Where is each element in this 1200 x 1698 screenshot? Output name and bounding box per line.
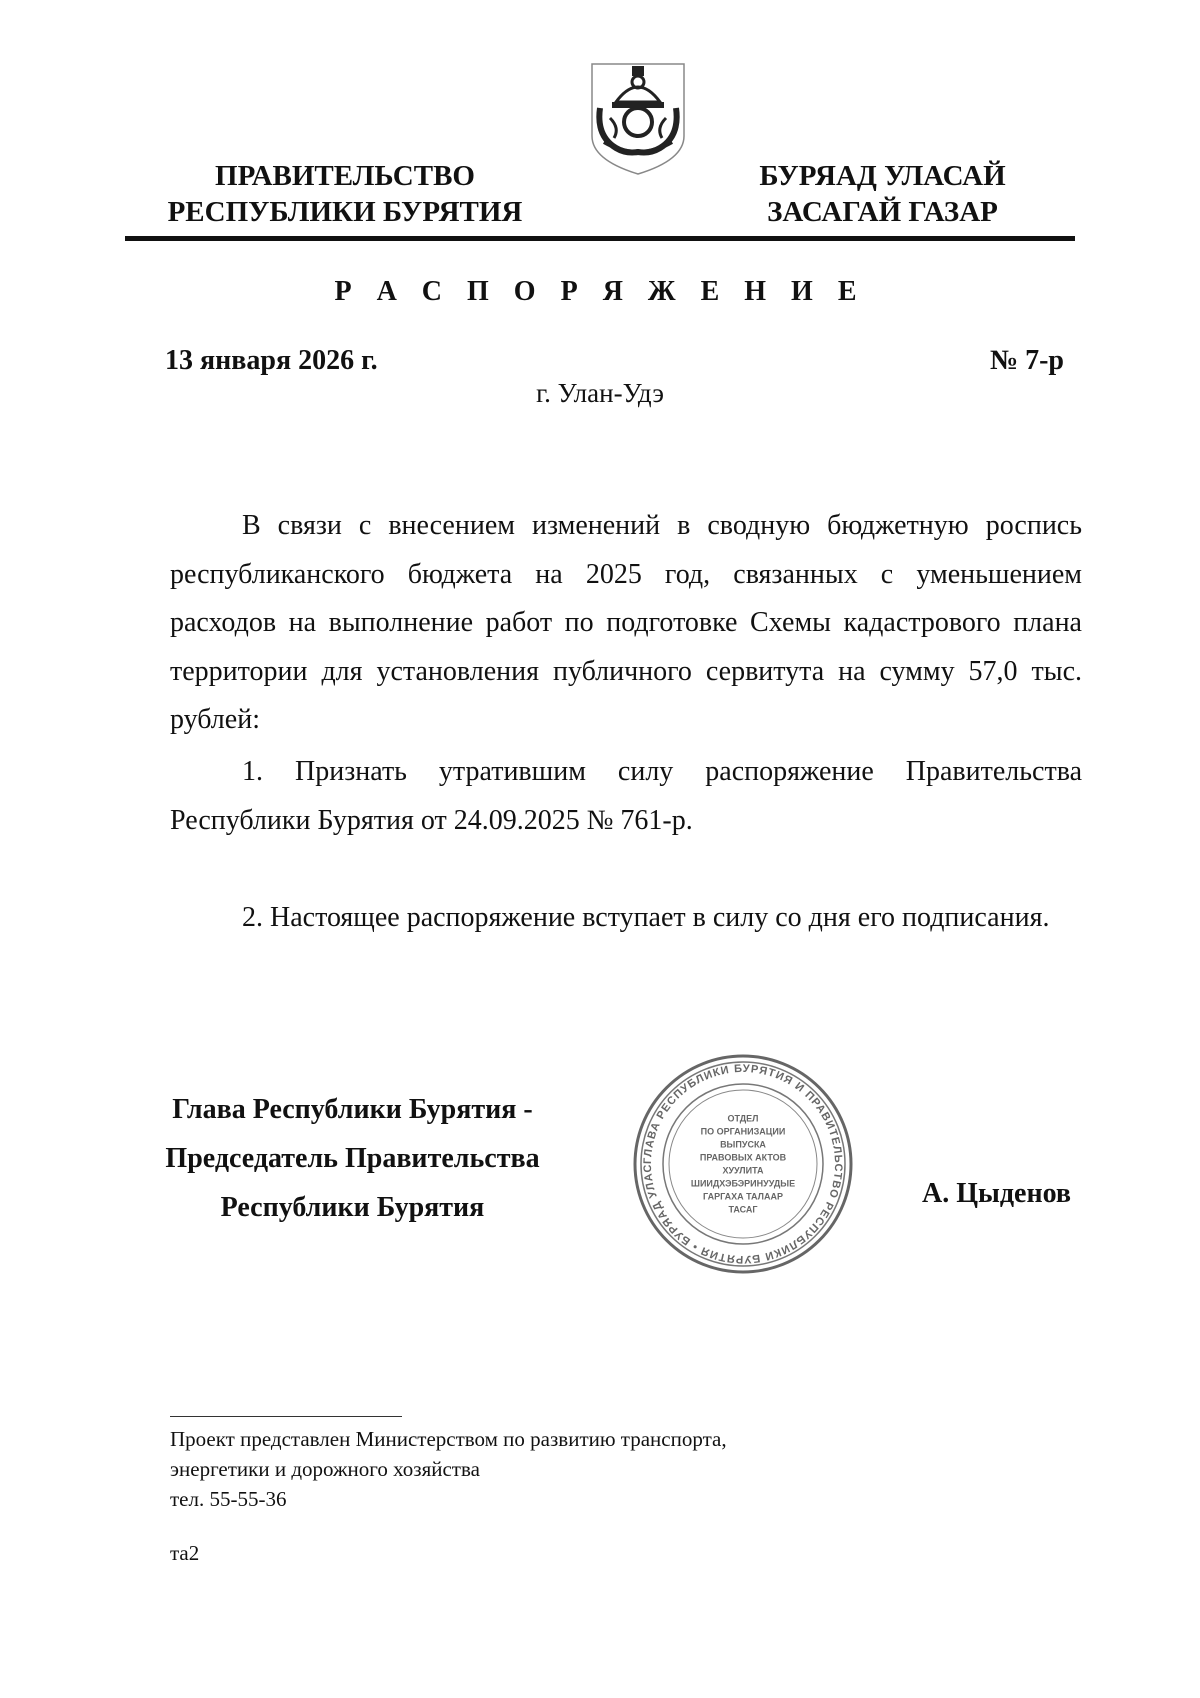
seal-center-line: ХУУЛИТА [722, 1165, 764, 1176]
signatory-name: А. Цыденов [922, 1178, 1072, 1209]
paragraph-text: В связи с внесением изменений в сводную бюджетную роспись республиканского бюджета на 2025 год, связанных с уменьшением расходов на выполнение работ по подготовке Схемы кадастрового плана территории для установления публичного сервитута на сумму 57,0 тыс. рублей: [170, 510, 1082, 735]
seal-center-line: ВЫПУСКА [720, 1139, 766, 1150]
paragraph-text: 1. Признать утратившим силу распоряжение Правительства Республики Бурятия от 24.09.2025 № 761-р. [170, 756, 1082, 836]
document-title: Р А С П О Р Я Ж Е Н И Е [334, 276, 866, 307]
body-paragraph-1 [170, 502, 1082, 745]
signatory-title-line-2: Председатель Правительства [165, 1143, 540, 1174]
document-city: г. Улан-Удэ [536, 378, 664, 408]
seal-center-line: ТАСАГ [728, 1204, 758, 1215]
header-left-line-1: ПРАВИТЕЛЬСТВО [215, 160, 475, 192]
paragraph-text: 2. Настоящее распоряжение вступает в силу со дня его подписания. [242, 902, 1050, 933]
header-divider [125, 236, 1075, 241]
body-paragraph-2 [170, 748, 1082, 845]
seal-center-line: ПО ОРГАНИЗАЦИИ [700, 1126, 786, 1137]
header-right-line-1: БУРЯАД УЛАСАЙ [759, 160, 1006, 192]
seal-center-line: ПРАВОВЫХ АКТОВ [699, 1152, 787, 1163]
seal-center-line: ШИИДХЭБЭРИНУУДЫЕ [690, 1178, 796, 1189]
seal-stamp-icon [632, 1053, 854, 1275]
footnote-line-1: Проект представлен Министерством по развитию транспорта, [170, 1427, 727, 1451]
footnote [170, 1424, 727, 1514]
footnote-line-3: тел. 55-55-36 [170, 1487, 287, 1511]
official-seal [632, 1053, 854, 1275]
signatory-title-line-1: Глава Республики Бурятия - [172, 1094, 533, 1125]
seal-center-line: ОТДЕЛ [727, 1113, 759, 1124]
header-left [150, 158, 540, 230]
body-paragraph-3 [170, 894, 1082, 943]
coat-of-arms-emblem [586, 58, 690, 178]
document-number: № 7-р [989, 345, 1064, 376]
document-code: та2 [170, 1541, 200, 1565]
seal-center-line: ГАРГАХА ТАЛААР [703, 1191, 783, 1202]
coat-of-arms-icon [586, 58, 690, 178]
signatory-title-line-3: Республики Бурятия [220, 1192, 485, 1223]
header-right [715, 158, 1050, 230]
header-left-line-2: РЕСПУБЛИКИ БУРЯТИЯ [167, 196, 523, 228]
document-date: 13 января 2026 г. [165, 345, 378, 376]
seal-ring-text: ГЛАВА РЕСПУБЛИКИ БУРЯТИЯ И ПРАВИТЕЛЬСТВО РЕСПУБЛИКИ БУРЯТИЯ • БУРЯАД УЛАС [641, 1062, 845, 1266]
footnote-line-2: энергетики и дорожного хозяйства [170, 1457, 480, 1481]
footnote-divider [170, 1416, 402, 1417]
signatory-title [140, 1085, 565, 1232]
seal-center-text [691, 1114, 795, 1215]
header-right-line-2: ЗАСАГАЙ ГАЗАР [767, 196, 998, 228]
